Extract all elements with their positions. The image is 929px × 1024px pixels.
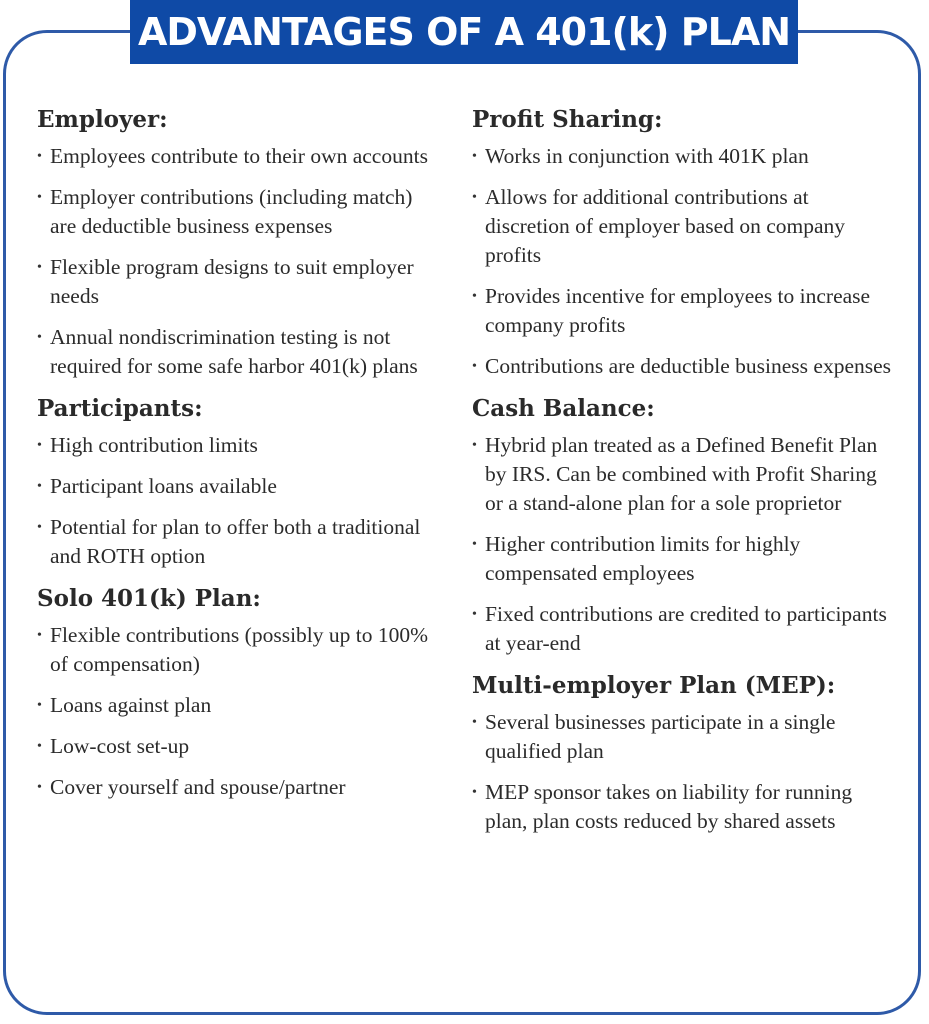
list-item xyxy=(472,142,897,171)
section-heading: Participants: xyxy=(37,395,203,422)
list-item-text: Potential for plan to offer both a traditional and ROTH option xyxy=(50,515,421,568)
list-item xyxy=(37,513,442,571)
list-item xyxy=(37,323,442,381)
list-item xyxy=(37,621,442,679)
list-item xyxy=(37,773,442,802)
list-item xyxy=(472,352,897,381)
list-item-text: Annual nondiscrimination testing is not required for some safe harbor 401(k) plans xyxy=(50,325,418,378)
section-solo-401-k-plan xyxy=(37,583,442,802)
list-item xyxy=(37,472,442,501)
bullet-icon: • xyxy=(37,780,42,795)
bullet-icon: • xyxy=(472,149,477,164)
list-item xyxy=(472,778,897,836)
bullet-icon: • xyxy=(472,359,477,374)
section-employer xyxy=(37,104,442,381)
bullet-icon: • xyxy=(37,739,42,754)
bullet-icon: • xyxy=(472,438,477,453)
list-item-text: Employer contributions (including match) are deductible business expenses xyxy=(50,185,413,238)
left-column xyxy=(37,104,442,802)
bullet-icon: • xyxy=(472,190,477,205)
list-item xyxy=(472,600,897,658)
bullet-list xyxy=(37,621,442,802)
list-item-text: Participant loans available xyxy=(50,474,277,498)
page-title: ADVANTAGES OF A 401(k) PLAN xyxy=(130,0,798,64)
list-item-text: Hybrid plan treated as a Defined Benefit Plan by IRS. Can be combined with Profit Sharing or a stand-alone plan for a sole proprietor xyxy=(485,433,878,515)
list-item xyxy=(37,691,442,720)
bullet-list xyxy=(37,142,442,381)
bullet-icon: • xyxy=(37,628,42,643)
list-item-text: Flexible contributions (possibly up to 100% of compensation) xyxy=(50,623,429,676)
bullet-icon: • xyxy=(37,438,42,453)
list-item-text: Works in conjunction with 401K plan xyxy=(485,144,809,168)
bullet-icon: • xyxy=(37,698,42,713)
list-item-text: Low-cost set-up xyxy=(50,734,190,758)
list-item xyxy=(37,183,442,241)
bullet-icon: • xyxy=(472,715,477,730)
section-profit-sharing xyxy=(472,104,897,381)
bullet-icon: • xyxy=(472,289,477,304)
bullet-icon: • xyxy=(37,260,42,275)
list-item xyxy=(37,142,442,171)
bullet-list xyxy=(472,708,897,836)
bullet-icon: • xyxy=(37,149,42,164)
bullet-icon: • xyxy=(37,520,42,535)
list-item xyxy=(472,530,897,588)
list-item xyxy=(37,431,442,460)
list-item-text: Allows for additional contributions at discretion of employer based on company profits xyxy=(485,185,846,267)
section-participants xyxy=(37,393,442,571)
bullet-icon: • xyxy=(37,330,42,345)
list-item xyxy=(472,183,897,270)
bullet-list xyxy=(472,142,897,381)
list-item-text: Provides incentive for employees to increase company profits xyxy=(485,284,871,337)
section-heading: Multi-employer Plan (MEP): xyxy=(472,672,836,699)
list-item xyxy=(37,732,442,761)
list-item-text: Employees contribute to their own accounts xyxy=(50,144,428,168)
list-item-text: Contributions are deductible business expenses xyxy=(485,354,892,378)
list-item-text: Loans against plan xyxy=(50,693,212,717)
list-item xyxy=(472,282,897,340)
list-item-text: Flexible program designs to suit employer needs xyxy=(50,255,414,308)
bullet-icon: • xyxy=(472,537,477,552)
bullet-icon: • xyxy=(37,190,42,205)
section-heading: Profit Sharing: xyxy=(472,106,663,133)
section-heading: Employer: xyxy=(37,106,168,133)
section-heading: Cash Balance: xyxy=(472,395,655,422)
list-item-text: Higher contribution limits for highly compensated employees xyxy=(485,532,801,585)
list-item xyxy=(472,431,897,518)
bullet-icon: • xyxy=(472,607,477,622)
bullet-icon: • xyxy=(472,785,477,800)
list-item-text: Fixed contributions are credited to participants at year-end xyxy=(485,602,887,655)
bullet-list xyxy=(37,431,442,571)
bullet-icon: • xyxy=(37,479,42,494)
list-item-text: Several businesses participate in a single qualified plan xyxy=(485,710,836,763)
right-column xyxy=(472,104,897,836)
list-item xyxy=(37,253,442,311)
list-item-text: MEP sponsor takes on liability for running plan, plan costs reduced by shared assets xyxy=(485,780,853,833)
list-item-text: High contribution limits xyxy=(50,433,258,457)
list-item-text: Cover yourself and spouse/partner xyxy=(50,775,346,799)
section-multi-employer-plan-mep xyxy=(472,670,897,836)
section-cash-balance xyxy=(472,393,897,658)
section-heading: Solo 401(k) Plan: xyxy=(37,585,261,612)
list-item xyxy=(472,708,897,766)
bullet-list xyxy=(472,431,897,658)
